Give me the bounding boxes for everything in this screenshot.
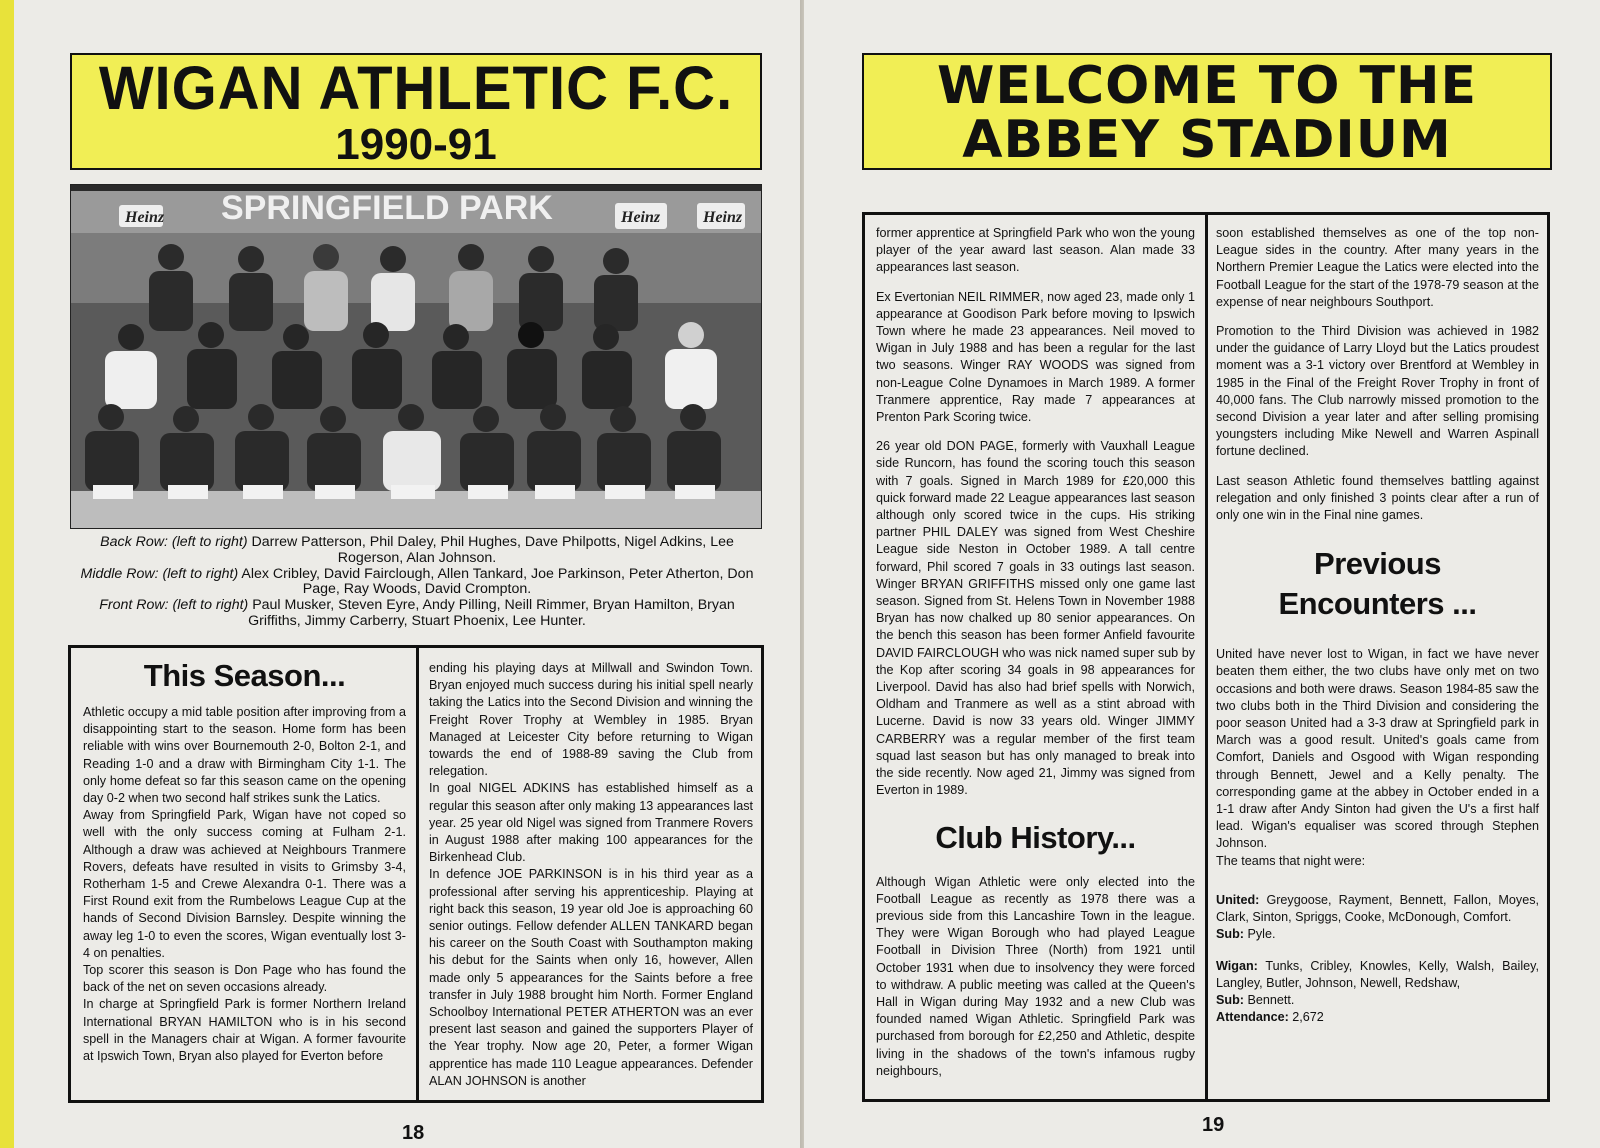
wigan-title: WIGAN ATHLETIC F.C. (98, 54, 734, 123)
caption-middle-row-names: Alex Cribley, David Fairclough, Allen Tankard, Joe Parkinson, Peter Atherton, Don Page, Ray Woods, David Crompton. (238, 565, 754, 598)
attendance (1216, 1009, 1539, 1026)
wigan-lineup (1216, 958, 1539, 992)
welcome-box (862, 212, 1550, 1102)
photo-sign-springfield: SPRINGFIELD PARK (221, 189, 553, 227)
this-season-para: ending his playing days at Millwall and Swindon Town. Bryan enjoyed much success during his initial spell nearly taking the Latics into the Second Division and winning the Freight Rover Trophy at Wembley in 1985. Bryan Managed at Leicester City before returning to Wigan towards the end of 1988-89 saving the Club from relegation. (429, 661, 753, 779)
wigan-sub-label: Sub: (1216, 992, 1244, 1007)
team-photo-image (71, 185, 761, 528)
united-sub (1216, 926, 1539, 943)
united-players: Greygoose, Rayment, Bennett, Fallon, Moyes, Clark, Sinton, Spriggs, Cooke, McDonough, Comfort. (1216, 892, 1539, 925)
welcome-title-line-2: ABBEY STADIUM (962, 110, 1452, 170)
player-profile-para: former apprentice at Springfield Park who won the young player of the year award last season. Alan made 33 appearances last season. (876, 226, 1195, 275)
photo-sign-heinz-3: Heinz (703, 209, 743, 226)
this-season-para: In defence JOE PARKINSON is in his third year as a professional after serving his apprenticeship. Playing at right back this season, 19 year old Joe is approaching 60 senior outings. Fellow defender ALLEN TANKARD began his career on the South Coast with Southampton making his debut for the Saints when only 16, however, Allen made only 5 appearances for the Saints before a free transfer in July 1988 brought him North. Former England Schoolboy International PETER ATHERTON was an ever present last season and gained the supporters Player of the Year trophy. Now age 20, Peter, a former Wigan apprentice has made 110 League appearances. Defender ALAN JOHNSON is another (429, 867, 753, 1088)
page-number-left: 18 (402, 1122, 425, 1144)
team-photo (70, 184, 762, 529)
this-season-para: In charge at Springfield Park is former Northern Ireland International BRYAN HAMILTON who is in his second spell in the Managers chair at Wigan. A former favourite at Ipswich Town, Bryan also played for Everton before (83, 997, 406, 1064)
club-history-text: Although Wigan Athletic were only elected into the Football League as recently as 1978 there was a previous side from this Lancashire Town in the league. They were Wigan Borough who had played League Football in Division Three (North) from 1921 until October 1931 when due to insolvency they were forced to withdraw. A public meeting was called at the Queen's Hall in Wigan during May 1932 and a new Club was founded named Wigan Athletic. Springfield Park was purchased from borough for £2,250 and Athletic, despite living in the shadows of the town's infamous rugby neighbours, (876, 874, 1195, 1078)
season-year: 1990-91 (335, 120, 497, 169)
teams-intro: The teams that night were: (1216, 853, 1366, 868)
this-season-heading: This Season... (143, 658, 346, 693)
previous-encounters-heading-line-1: Previous (1314, 546, 1441, 582)
caption-middle-row-label: Middle Row: (left to right) (80, 565, 239, 582)
welcome-title-banner (862, 53, 1552, 170)
previous-encounters-text: United have never lost to Wigan, in fact we have never beaten them either, the two clubs have only met on two occasions and both were draws. Season 1984-85 saw the two clubs both in the Third Division and considering the poor season United had a 3-3 draw at Springfield park in March was a good result. United's goals came from Comfort, Daniels and Osgood with Wigan responding through Bennett, Jewel and a Kelly penalty. The corresponding game at the abbey in October ended in a 1-1 draw after Andy Sinton had given the U's a first half lead. Wigan's equaliser was scored through Stephen Johnson. (1216, 647, 1539, 851)
club-history-para: Last season Athletic found themselves battling against relegation and only finished 3 points clear after a run of only one win in the Final nine games. (1216, 473, 1539, 523)
caption-back-row (74, 535, 760, 567)
this-season-para: Top scorer this season is Don Page who has found the back of the net on seven occasions already. (83, 963, 406, 995)
welcome-title-line-1: WELCOME TO THE (936, 56, 1478, 116)
this-season-col-1 (71, 648, 416, 1100)
caption-front-row-label: Front Row: (left to right) (99, 597, 249, 614)
player-profile-para: 26 year old DON PAGE, formerly with Vauxhall League side Runcorn, has found the scoring touch this season with 7 goals. Signed in March 1989 for £20,000 this quick forward made 22 League appearances last season although only scored twice in the cups. His striking partner PHIL DALEY was signed from West Cheshire League side Neston in October 1989. A tall centre forward, Phil scored 7 goals in 33 outings last season. Winger BRYAN GRIFFITHS missed only one game last season. Signed from St. Helens Town in November 1988 Bryan has now chalked up 80 senior appearances. On the bench this season has been former Anfield favourite DAVID FAIRCLOUGH who was nick named super sub by the Kop after scoring 34 goals in 98 appearances for Liverpool. David has also had brief spells with Norwich, Oldham and Tranmere as well as a stint abroad with Lucerne. David is now 33 years old. Winger JIMMY CARBERRY was a regular member of the first team squad last season but has only managed to break into the side recently. Now aged 21, Jimmy was signed from Everton in 1989. (876, 439, 1195, 798)
caption-middle-row (74, 567, 760, 599)
united-sub-label: Sub: (1216, 927, 1244, 942)
this-season-para: Athletic occupy a mid table position after improving from a disappointing start to the season. Home form has been reliable with wins over Bournemouth 2-0, Bolton 2-1, and Reading 1-0 and a draw with Birmingham City 1-1. The only home defeat so far this season came on the opening day 0-2 when two second half strikes sunk the Latics. (83, 705, 406, 806)
caption-back-row-label: Back Row: (left to right) (100, 534, 248, 550)
welcome-col-2 (1208, 215, 1547, 1099)
wigan-title-banner (70, 53, 762, 170)
club-history-para: soon established themselves as one of the top non-League sides in the country. After many years in the Northern Premier League the Latics were elected into the Football League for the start of the 1978-79 season at the expense of near neighbours Southport. (1216, 226, 1539, 309)
this-season-box (68, 645, 764, 1103)
this-season-para: In goal NIGEL ADKINS has established himself as a regular this season after only making 13 appearances last year. 25 year old Nigel was signed from Tranmere Rovers in August 1988 after making 100 appearances for the Birkenhead Club. (429, 781, 753, 865)
page-number-right: 19 (1202, 1114, 1225, 1136)
player-profile-para: Ex Evertonian NEIL RIMMER, now aged 23, made only 1 appearance at Goodison Park before moving to Ipswich Town where he made 23 appearances. Neil moved to Wigan in July 1988 and has been a regular for the last two seasons. Winger RAY WOODS was signed from non-League Colne Dynamoes in March 1989. A former Tranmere apprentice, Ray made 7 appearances at Prenton Park Scoring twice. (876, 289, 1195, 425)
this-season-para: Away from Springfield Park, Wigan have not coped so well with the only success coming at Fulham 2-1. Although a draw was achieved at Neighbours Tranmere Rovers, defeats have resulted in visits to Grimsby 3-4, Rotherham 1-5 and Crewe Alexandra 0-1. There was a First Round exit from the Rumbelows League Cup at the hands of Second Division Barnsley. Despite winning the away leg 1-0 to even the scores, Wigan eventually lost 3-4 on penalties. (83, 808, 406, 960)
united-lineup (1216, 892, 1539, 926)
photo-sign-heinz-2: Heinz (621, 209, 661, 226)
attendance-value: 2,672 (1288, 1010, 1324, 1025)
wigan-label: Wigan: (1216, 958, 1258, 973)
welcome-col-1 (865, 215, 1205, 1099)
united-sub-name: Pyle. (1243, 927, 1276, 942)
club-history-para: Promotion to the Third Division was achieved in 1982 under the guidance of Larry Lloyd but the Latics proudest moment was a 3-1 victory over Brentford at Wembley in 1985 in the Final of the Freight Rover Trophy in front of 40,000 fans. The Club narrowly missed promotion to the second Division a year later and after selling promising youngsters including Mike Newell and Warren Aspinall fortune declined. (1216, 324, 1539, 459)
right-page (804, 0, 1600, 1148)
caption-front-row (74, 598, 760, 630)
caption-back-row-names: Darrew Patterson, Phil Daley, Phil Hughes, Dave Philpotts, Nigel Adkins, Lee Rogerson, Alan Johnson. (247, 534, 734, 566)
this-season-col-2 (419, 648, 761, 1100)
previous-encounters-heading-line-2: Encounters ... (1278, 586, 1477, 622)
caption-front-row-names: Paul Musker, Steven Eyre, Andy Pilling, Neill Rimmer, Bryan Hamilton, Bryan Griffiths, Jimmy Carberry, Stuart Phoenix, Lee Hunter. (248, 597, 735, 629)
club-history-heading: Club History... (935, 819, 1136, 855)
photo-sign-heinz-1: Heinz (125, 209, 165, 226)
wigan-sub-name: Bennett. (1243, 992, 1295, 1007)
attendance-label: Attendance: (1216, 1010, 1289, 1025)
united-label: United: (1216, 892, 1260, 907)
previous-encounters-heading (1216, 544, 1539, 624)
wigan-sub (1216, 992, 1539, 1009)
wigan-players: Tunks, Cribley, Knowles, Kelly, Walsh, Bailey, Langley, Butler, Johnson, Newell, Redshaw, (1216, 958, 1539, 990)
team-photo-caption (74, 535, 760, 630)
